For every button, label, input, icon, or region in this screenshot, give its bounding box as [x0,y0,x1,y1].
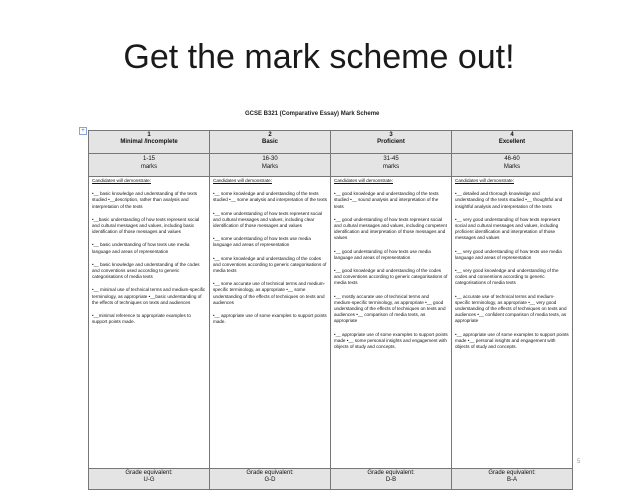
level-number: 3 [389,132,393,138]
criterion-text: •__ basic understanding of how texts use media language and areas of representation [92,242,190,254]
mark-unit: marks [382,164,400,170]
mark-unit: Marks [261,164,279,170]
criterion-text: •__ very good understanding of how texts represent social and cultural messages and values, including proficient identification and interpretation of those messages and values [455,216,561,241]
mark-range: 1-15 [142,156,155,162]
criterion-text: •__ mostly accurate use of technical terms and medium-specific terminology, as appropriate •__ good understanding of the effects of techniques on texts and audiences •__ comparison of media texts, as appropriate [334,293,446,324]
level-number: 2 [268,132,272,138]
grade-row [89,469,573,490]
marks-cell [210,154,331,177]
criterion-text: •__minimal reference to appropriate examples to support points made. [92,313,191,325]
level-number: 1 [147,132,151,138]
criterion-text: •__basic understanding of how texts represent social and cultural messages and values, including basic identification of those messages and values [92,216,200,235]
marks-cell [452,154,573,177]
criterion-text: •__ very good understanding of how texts use media language and areas of representation [455,248,562,260]
mark-scheme-table [88,130,573,490]
criterion-text: •__ appropriate use of some examples to support points made •__ personal insights and engagement with objects of study and concepts. [455,331,569,350]
document-title: GCSE B321 (Comparative Essay) Mark Scheme [245,111,380,117]
page-number: 5 [577,459,581,465]
level-name: Excellent [498,139,526,145]
demonstrate-heading: Candidates will demonstrate: [455,178,514,183]
marks-cell [89,154,210,177]
slide-title: Get the mark scheme out! [123,38,515,76]
level-header-cell [89,131,210,154]
grade-cell [210,469,331,490]
grade-label: Grade equivalent: [367,470,415,476]
criterion-text: •__ accurate use of technical terms and medium-specific terminology, as appropriate •__ very good understanding of the effects of techniques on texts and audiences •__ confident comparison of media texts, as appropriate [455,293,567,324]
level-header-row [89,131,573,154]
level-header-cell [331,131,452,154]
criterion-text: •__ some understanding of how texts use media language and areas of representation [213,236,311,248]
grade-label: Grade equivalent: [125,470,173,476]
grade-cell [89,469,210,490]
grade-value: D-B [385,477,397,483]
criterion-text: •__ detailed and thorough knowledge and understanding of the texts studied •__ thoughtful and insightful analysis and interpretation of the texts [455,191,563,209]
criterion-text: •__ good understanding of how texts use media language and areas of representation [334,248,431,260]
criterion-text: •__ appropriate use of some examples to support points made. [213,313,327,325]
criteria-cell [210,177,331,469]
criteria-cell [89,177,210,469]
mark-range: 46-60 [504,156,520,162]
level-header-cell [452,131,573,154]
criterion-text: •__ appropriate use of some examples to support points made •__ some personal insights and engagement with objects of study and concepts. [334,331,448,350]
criterion-text: •__ good understanding of how texts represent social and cultural messages and values, including competent identification and interpretation of those messages and values [334,216,447,241]
criteria-cell [331,177,452,469]
criterion-text: •__ basic knowledge and understanding of the codes and conventions used according to generic categorisations of media texts [92,261,200,280]
criterion-text: •__ very good knowledge and understanding of the codes and conventions according to generic categorisations of media texts [455,268,559,286]
grade-cell [452,469,573,490]
grade-cell [331,469,452,490]
grade-value: B-A [506,477,517,483]
level-header-cell [210,131,331,154]
grade-value: U-G [143,477,155,483]
mark-unit: Marks [503,164,521,170]
criterion-text: •__ minimal use of technical terms and medium-specific terminology, as appropriate •__basic understanding of the effects of techniques on texts and audiences [92,287,206,305]
criterion-text: •__ some understanding of how texts represent social and cultural messages and values, including clear identification of those messages and values [213,210,323,229]
demonstrate-heading: Candidates will demonstrate: [92,178,151,183]
level-name: Minimal /Incomplete [120,139,178,145]
grade-label: Grade equivalent: [488,470,536,476]
marks-row [89,154,573,177]
demonstrate-heading: Candidates will demonstrate: [213,178,272,183]
grade-value: G-D [264,477,276,483]
level-name: Basic [261,139,278,145]
level-name: Proficient [377,139,405,145]
level-number: 4 [510,132,514,138]
mark-range: 31-45 [383,156,399,162]
criterion-text: •__ some knowledge and understanding of the codes and conventions according to generic categorisations of media texts [213,255,327,274]
criterion-text: •__ good knowledge and understanding of the codes and conventions according to generic categorisations of media texts [334,268,448,286]
criterion-text: •__ basic knowledge and understanding of the texts studied •__description, rather than analysis and interpretation of the texts [92,191,198,209]
criteria-row [89,177,573,469]
mark-range: 16-30 [262,156,278,162]
criterion-text: •__ some knowledge and understanding of the texts studied •__ some analysis and interpretation of the texts [213,191,327,203]
mark-unit: marks [140,164,158,170]
move-handle-icon[interactable]: + [79,127,87,135]
demonstrate-heading: Candidates will demonstrate: [334,178,393,183]
grade-label: Grade equivalent: [246,470,294,476]
criterion-text: •__ some accurate use of technical terms and medium-specific terminology, as appropriate •__ some understanding of the effects of techniques on texts and audiences [213,281,326,305]
criterion-text: •__ good knowledge and understanding of the texts studied •__ sound analysis and interpretation of the texts [334,191,439,209]
criteria-cell [452,177,573,469]
marks-cell [331,154,452,177]
